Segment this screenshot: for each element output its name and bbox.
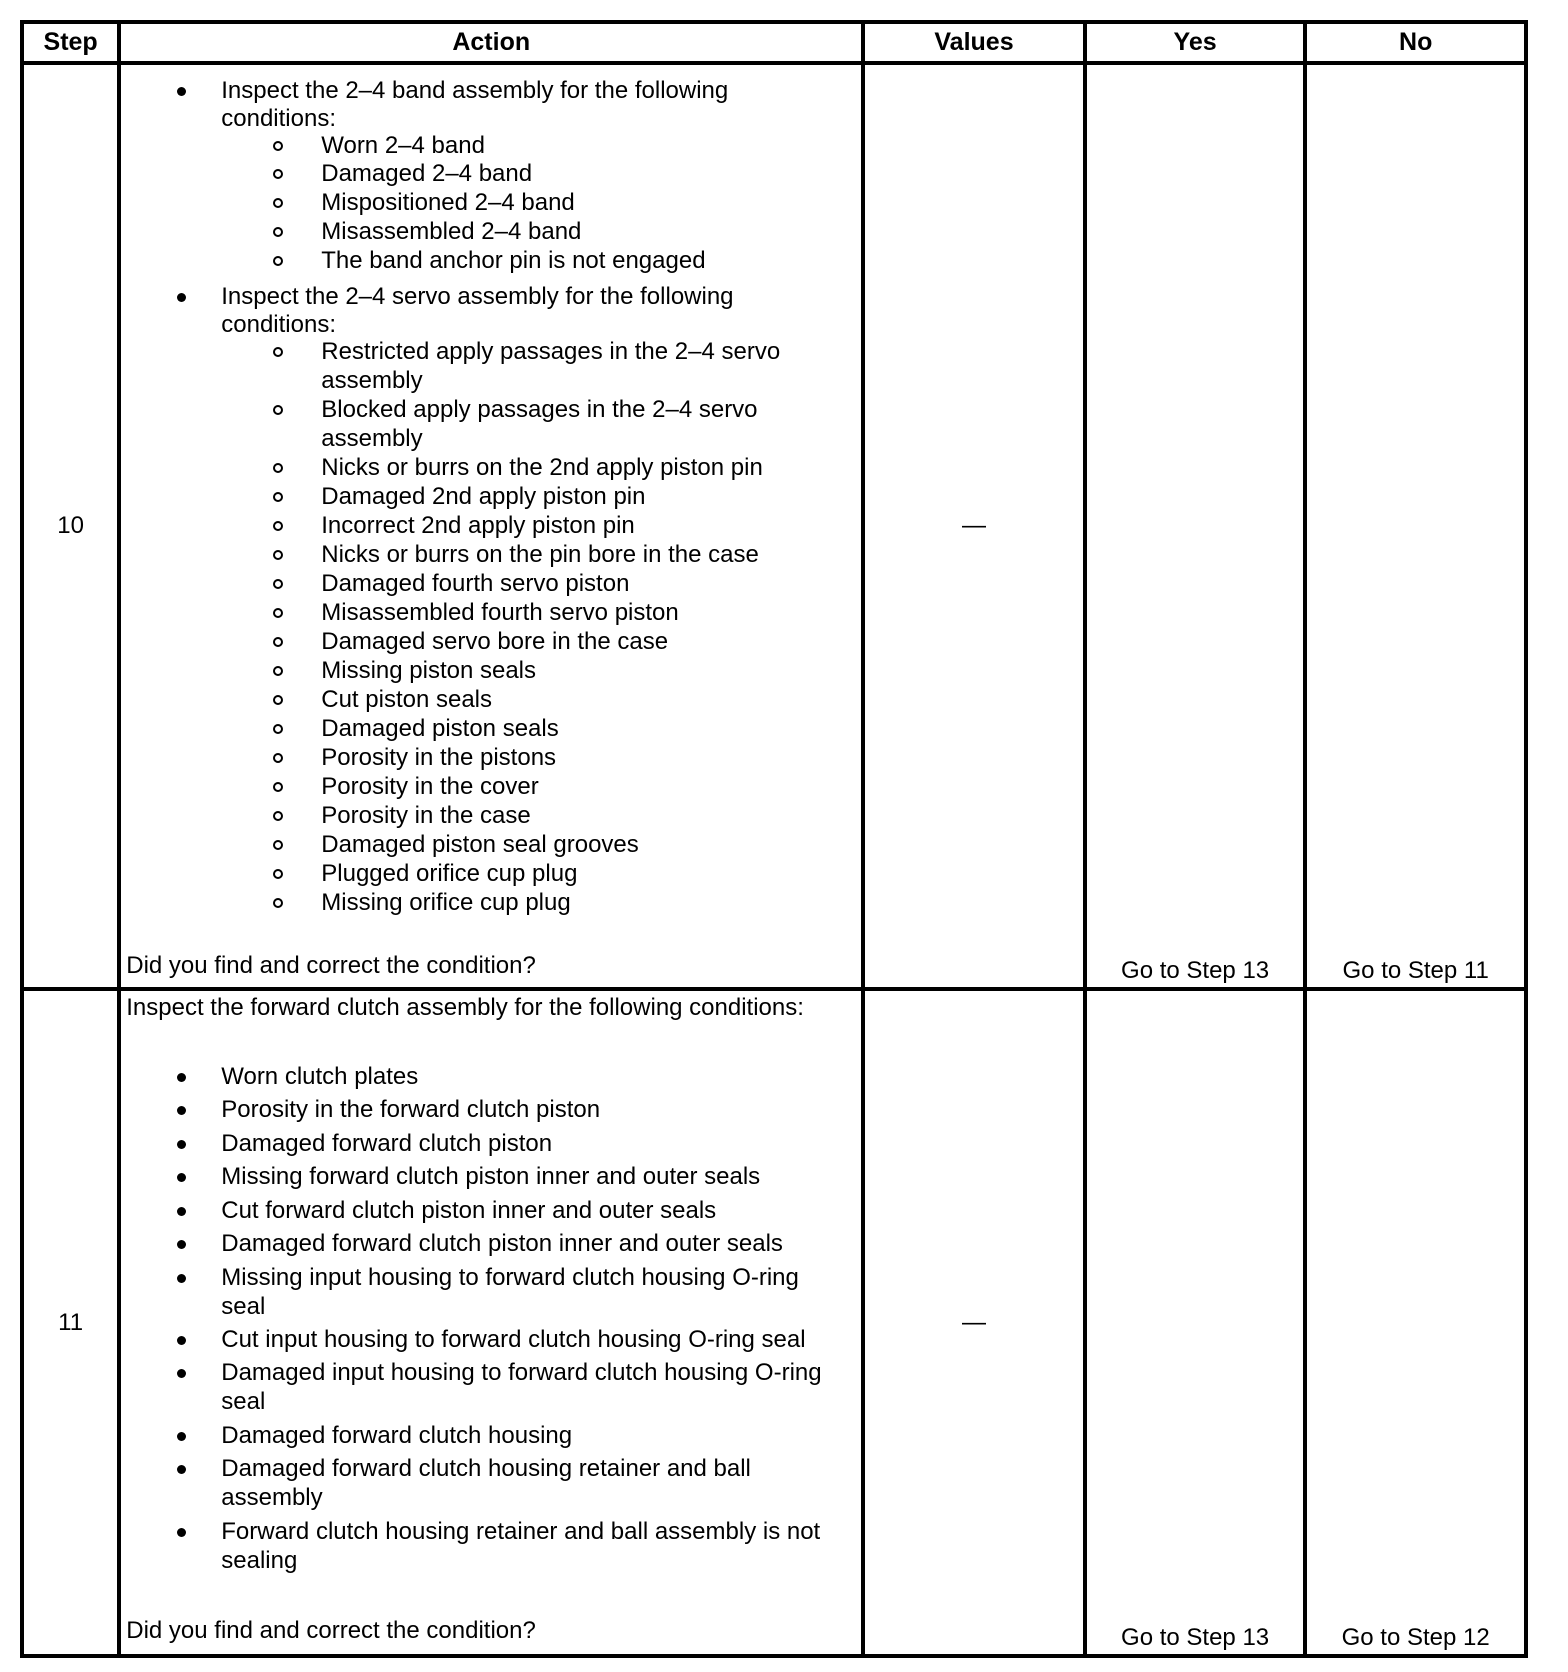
sub-bullet-circle xyxy=(273,637,283,647)
sub-bullet-circle xyxy=(273,141,283,151)
sub-bullet-circle xyxy=(273,608,283,618)
action-cell xyxy=(119,989,863,1656)
sub-bullet-circle xyxy=(273,666,283,676)
table-row xyxy=(22,63,1526,989)
sub-item: Incorrect 2nd apply piston pin xyxy=(321,512,635,539)
sub-item: assembly xyxy=(321,367,423,394)
sub-item: Porosity in the pistons xyxy=(321,744,557,771)
list-item: Damaged input housing to forward clutch housing O-ring xyxy=(221,1359,822,1386)
no-cell: Go to Step 11 xyxy=(1305,63,1526,989)
sub-bullet-circle xyxy=(273,405,283,415)
sub-item: Misassembled 2–4 band xyxy=(321,218,582,245)
header-values: Values xyxy=(863,22,1085,63)
sub-item: The band anchor pin is not engaged xyxy=(321,247,706,274)
sub-item: Damaged 2nd apply piston pin xyxy=(321,483,646,510)
bullet-dot xyxy=(177,1369,186,1378)
list-item: sealing xyxy=(221,1547,298,1574)
sub-item: Damaged piston seals xyxy=(321,715,559,742)
header-action: Action xyxy=(119,22,863,63)
sub-bullet-circle xyxy=(273,492,283,502)
sub-bullet-circle xyxy=(273,227,283,237)
sub-bullet-circle xyxy=(273,463,283,473)
list-item: assembly xyxy=(221,1484,323,1511)
action-text: Inspect the 2–4 band assembly for the following xyxy=(221,77,729,104)
yes-cell: Go to Step 13 xyxy=(1085,63,1306,989)
sub-bullet-circle xyxy=(273,198,283,208)
action-text: Inspect the 2–4 servo assembly for the following xyxy=(221,283,734,310)
bullet-dot xyxy=(177,1073,186,1082)
values-cell: — xyxy=(863,63,1085,989)
sub-item: Porosity in the cover xyxy=(321,773,539,800)
bullet-dot xyxy=(177,1336,186,1345)
sub-bullet-circle xyxy=(273,782,283,792)
action-text: conditions: xyxy=(221,105,336,132)
sub-bullet-circle xyxy=(273,347,283,357)
list-item: Damaged forward clutch housing retainer and ball xyxy=(221,1455,751,1482)
bullet-dot xyxy=(177,1106,186,1115)
header-yes: Yes xyxy=(1085,22,1306,63)
sub-bullet-circle xyxy=(273,695,283,705)
list-item: Forward clutch housing retainer and ball assembly is not xyxy=(221,1518,821,1545)
step-number: 11 xyxy=(22,989,119,1656)
sub-bullet-circle xyxy=(273,724,283,734)
header-step: Step xyxy=(22,22,119,63)
list-item: Cut input housing to forward clutch housing O-ring seal xyxy=(221,1326,806,1353)
no-cell: Go to Step 12 xyxy=(1305,989,1526,1656)
sub-item: Missing piston seals xyxy=(321,657,537,684)
action-cell xyxy=(119,63,863,989)
bullet-dot xyxy=(177,293,186,302)
sub-item: Restricted apply passages in the 2–4 servo xyxy=(321,338,781,365)
question-text: Did you find and correct the condition? xyxy=(126,1617,536,1644)
sub-bullet-circle xyxy=(273,521,283,531)
bullet-dot xyxy=(177,1240,186,1249)
sub-item: Blocked apply passages in the 2–4 servo xyxy=(321,396,758,423)
list-item: Damaged forward clutch piston inner and outer seals xyxy=(221,1230,783,1257)
sub-item: Cut piston seals xyxy=(321,686,493,713)
header-row xyxy=(22,22,1526,63)
sub-item: Damaged servo bore in the case xyxy=(321,628,669,655)
list-item: Missing forward clutch piston inner and outer seals xyxy=(221,1163,761,1190)
sub-bullet-circle xyxy=(273,869,283,879)
list-item: Worn clutch plates xyxy=(221,1063,419,1090)
values-cell: — xyxy=(863,989,1085,1656)
bullet-dot xyxy=(177,1173,186,1182)
sub-item: Missing orifice cup plug xyxy=(321,889,571,916)
list-item: Damaged forward clutch housing xyxy=(221,1422,573,1449)
sub-item: Mispositioned 2–4 band xyxy=(321,189,575,216)
bullet-dot xyxy=(177,1274,186,1283)
list-item: seal xyxy=(221,1293,266,1320)
bullet-dot xyxy=(177,1140,186,1149)
bullet-dot xyxy=(177,1528,186,1537)
bullet-dot xyxy=(177,1432,186,1441)
sub-bullet-circle xyxy=(273,840,283,850)
sub-bullet-circle xyxy=(273,169,283,179)
sub-item: Misassembled fourth servo piston xyxy=(321,599,679,626)
yes-cell: Go to Step 13 xyxy=(1085,989,1306,1656)
step-number: 10 xyxy=(22,63,119,989)
table-row xyxy=(22,989,1526,1656)
intro-text: Inspect the forward clutch assembly for the following conditions: xyxy=(126,994,804,1021)
list-item: Cut forward clutch piston inner and outer seals xyxy=(221,1197,717,1224)
sub-item: Damaged 2–4 band xyxy=(321,160,533,187)
sub-bullet-circle xyxy=(273,550,283,560)
sub-item: Damaged piston seal grooves xyxy=(321,831,639,858)
sub-item: Nicks or burrs on the pin bore in the case xyxy=(321,541,759,568)
bullet-dot xyxy=(177,1207,186,1216)
bullet-dot xyxy=(177,1465,186,1474)
bullet-dot xyxy=(177,87,186,96)
list-item: Damaged forward clutch piston xyxy=(221,1130,553,1157)
sub-item: Plugged orifice cup plug xyxy=(321,860,578,887)
sub-bullet-circle xyxy=(273,811,283,821)
sub-item: Damaged fourth servo piston xyxy=(321,570,630,597)
header-no: No xyxy=(1305,22,1526,63)
sub-bullet-circle xyxy=(273,898,283,908)
list-item: Porosity in the forward clutch piston xyxy=(221,1096,601,1123)
action-text: conditions: xyxy=(221,311,336,338)
sub-bullet-circle xyxy=(273,256,283,266)
sub-item: assembly xyxy=(321,425,423,452)
sub-bullet-circle xyxy=(273,579,283,589)
list-item: seal xyxy=(221,1388,266,1415)
question-text: Did you find and correct the condition? xyxy=(126,952,536,979)
sub-item: Worn 2–4 band xyxy=(321,132,485,159)
sub-item: Nicks or burrs on the 2nd apply piston pin xyxy=(321,454,763,481)
sub-item: Porosity in the case xyxy=(321,802,531,829)
list-item: Missing input housing to forward clutch housing O-ring xyxy=(221,1264,799,1291)
sub-bullet-circle xyxy=(273,753,283,763)
diagnostic-table xyxy=(20,20,1528,1658)
